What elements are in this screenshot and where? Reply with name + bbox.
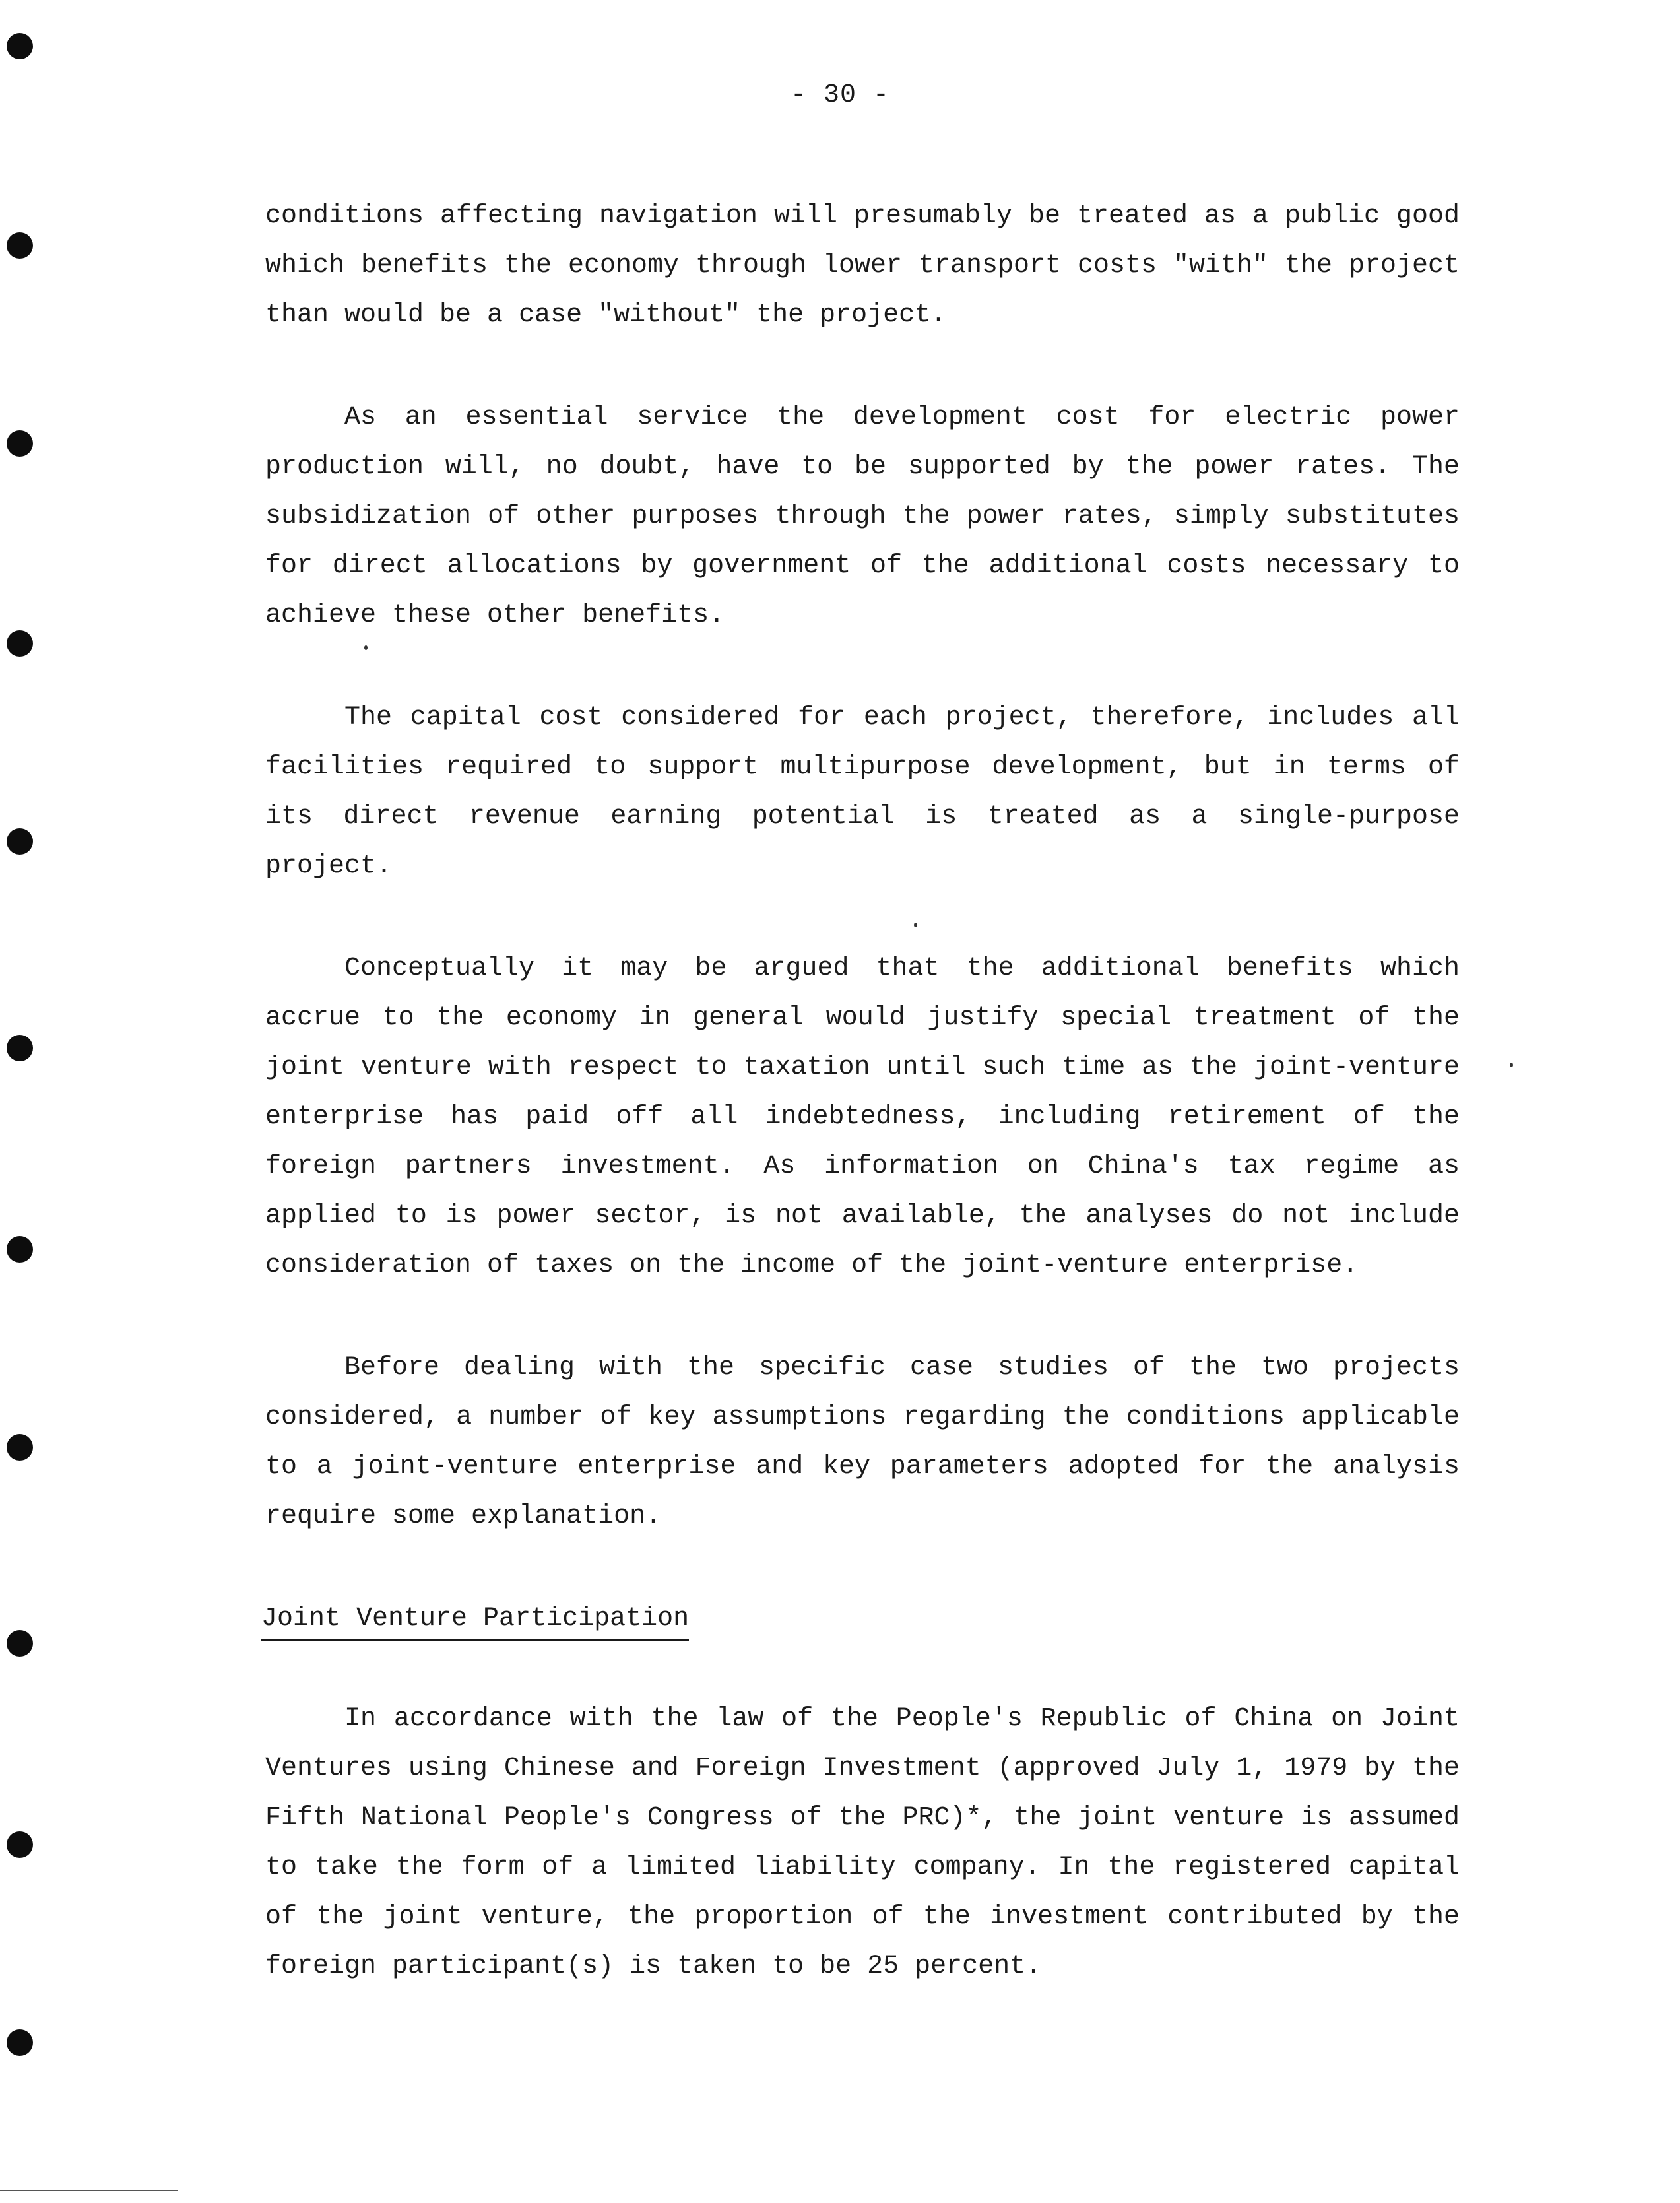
punch-hole bbox=[7, 1434, 33, 1461]
punch-hole bbox=[7, 430, 33, 457]
paragraph: Before dealing with the specific case studies of the two projects considered, a number of key assumptions regarding the conditions applicable to a joint-venture enterprise and key parameters adopted for the analysis require some explanation. bbox=[265, 1353, 1460, 1531]
punch-hole bbox=[7, 1630, 33, 1657]
body-text bbox=[261, 191, 1460, 2044]
punch-hole bbox=[7, 1035, 33, 1061]
punch-hole bbox=[7, 630, 33, 657]
punch-hole bbox=[7, 828, 33, 855]
punch-hole bbox=[7, 232, 33, 259]
punch-hole bbox=[7, 1831, 33, 1858]
footer-rule bbox=[0, 2190, 178, 2191]
paragraph: As an essential service the development cost for electric power production will, no doubt, have to be supported by the power rates. The subsidization of other purposes through the power rates, simply substitutes for direct allocations by government of the additional costs necessary to achieve these other benefits. bbox=[265, 403, 1460, 630]
paragraph: Conceptually it may be argued that the additional benefits which accrue to the economy in general would justify special treatment of the joint venture with respect to taxation until such time as the joint-venture enterprise has paid off all indebtedness, including retirement of the foreign partners investment. As information on China's tax regime as applied to is power sector, is not available, the analyses do not include consideration of taxes on the income of the joint-venture enterprise. bbox=[265, 954, 1460, 1280]
section-heading: Joint Venture Participation bbox=[261, 1600, 689, 1641]
paragraph: In accordance with the law of the People's Republic of China on Joint Ventures using Chinese and Foreign Investment (approved July 1, 1979 by the Fifth National People's Congress of the PRC)*, the joint venture is assumed to take the form of a limited liability company. In the registered capital of the joint venture, the proportion of the investment contributed by the foreign participant(s) is taken to be 25 percent. bbox=[265, 1704, 1460, 1981]
paragraph: conditions affecting navigation will presumably be treated as a public good which benefits the economy through lower transport costs "with" the project than would be a case "without" the project. bbox=[265, 201, 1460, 330]
punch-hole bbox=[7, 1236, 33, 1263]
punch-hole bbox=[7, 33, 33, 59]
page-number: - 30 - bbox=[790, 81, 890, 110]
punch-hole bbox=[7, 2029, 33, 2056]
scan-speck bbox=[1510, 1063, 1513, 1067]
paragraph: The capital cost considered for each project, therefore, includes all facilities required to support multipurpose development, but in terms of its direct revenue earning potential is treated as a single-purpose project. bbox=[265, 703, 1460, 881]
